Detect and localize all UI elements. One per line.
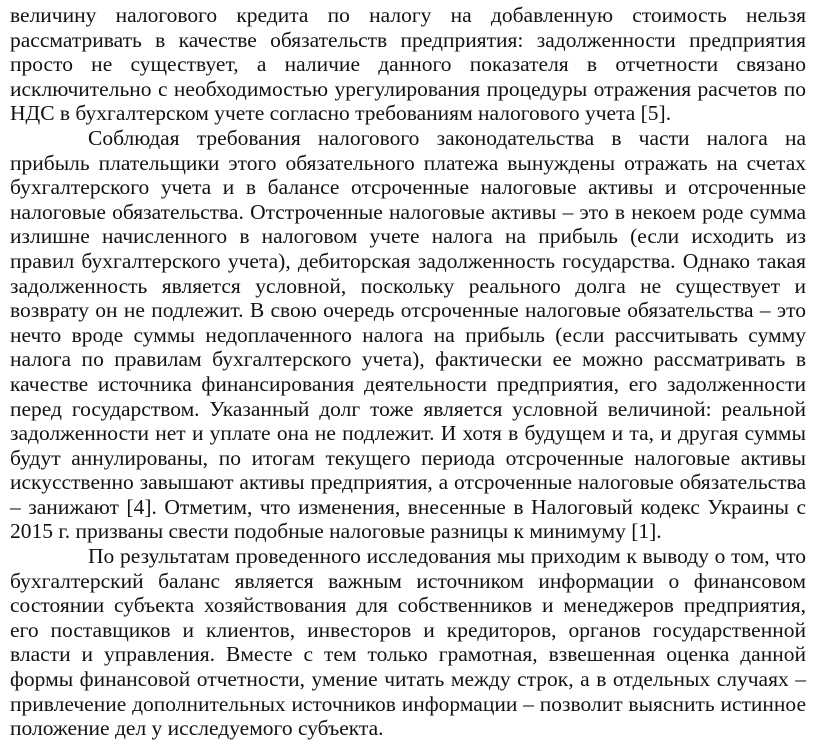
paragraph-3: По результатам проведенного исследования мы приходим к выводу о том, что бухгалтерский баланс является важным источником информации о финансовом состоянии субъекта хозяйствования для собственников и менеджеров предприятия, его поставщиков и клиентов, инвесторов и кредиторов, органов государственной власти и управления. Вместе с тем только грамотная, взвешенная оценка данной формы финансовой отчетности, умение читать между строк, а в отдельных случаях – привлечение дополнительных источников информации – позволит выяснить истинное положение дел у исследуемого субъекта. (10, 544, 806, 741)
paragraph-1: величину налогового кредита по налогу на добавленную стоимость нельзя рассматривать в качестве обязательств предприятия: задолженности предприятия просто не существует, а наличие данного показателя в отчетности связано исключительно с необходимостью урегулирования процедуры отражения расчетов по НДС в бухгалтерском учете согласно требованиям налогового учета [5]. (10, 3, 806, 126)
paragraph-2: Соблюдая требования налогового законодательства в части налога на прибыль плательщики этого обязательного платежа вынуждены отражать на счетах бухгалтерского учета и в балансе отсроченные налоговые активы и отсроченные налоговые обязательства. Отстроченные налоговые активы – это в некоем роде сумма излишне начисленного в налоговом учете налога на прибыль (если исходить из правил бухгалтерского учета), дебиторская задолженность государства. Однако такая задолженность является условной, поскольку реального долга не существует и возврату он не подлежит. В свою очередь отсроченные налоговые обязательства – это нечто вроде суммы недоплаченного налога на прибыль (если рассчитывать сумму налога по правилам бухгалтерского учета), фактически ее можно рассматривать в качестве источника финансирования деятельности предприятия, его задолженности перед государством. Указанный долг тоже является условной величиной: реальной задолженности нет и уплате она не подлежит. И хотя в будущем и та, и другая суммы будут аннулированы, по итогам текущего периода отсроченные налоговые активы искусственно завышают активы предприятия, а отсроченные налоговые обязательства – занижают [4]. Отметим, что изменения, внесенные в Налоговый кодекс Украины с 2015 г. призваны свести подобные налоговые разницы к минимуму [1]. (10, 125, 806, 544)
